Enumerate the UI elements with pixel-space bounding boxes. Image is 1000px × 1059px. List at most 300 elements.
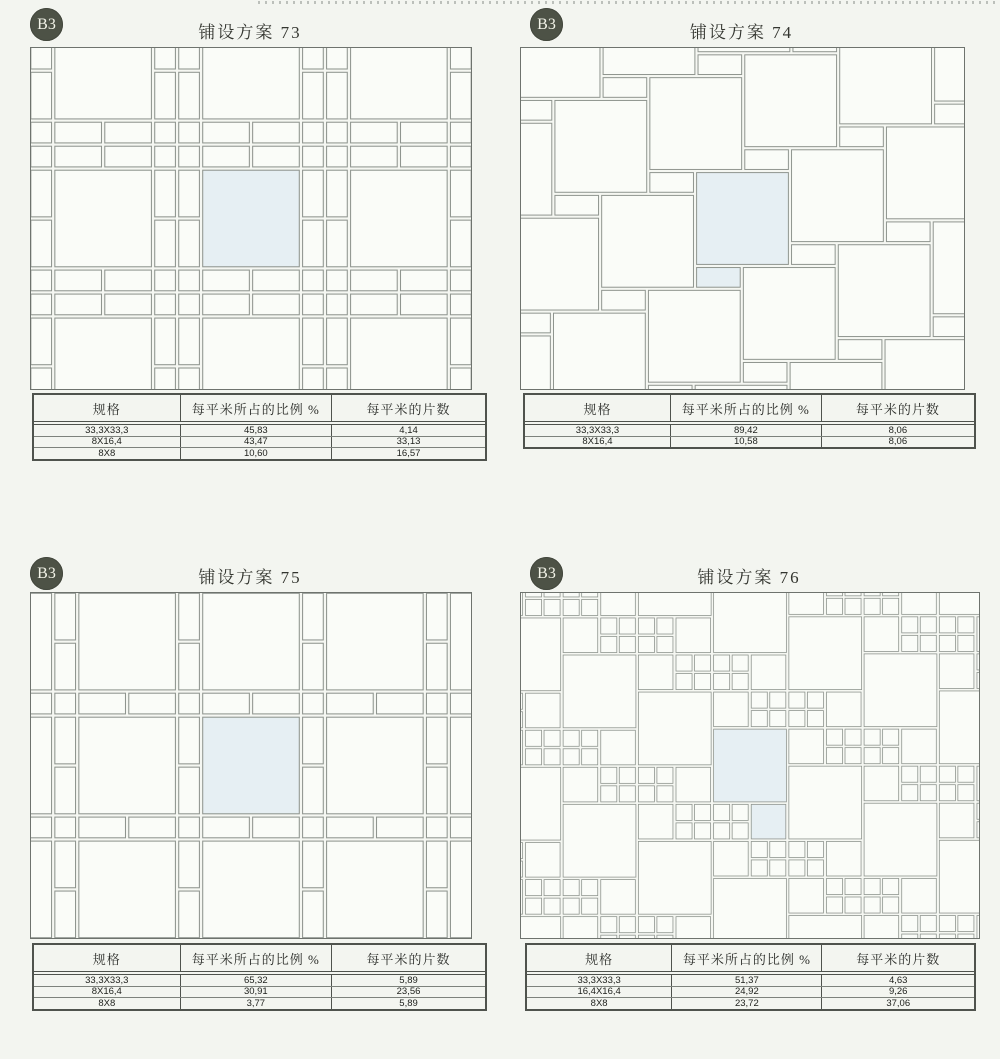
tile-small-square: [883, 598, 899, 614]
table-cell: 24,92: [672, 987, 822, 998]
tile-large-square: [789, 916, 862, 938]
tile-small-square: [638, 935, 654, 938]
tile-large-square: [939, 593, 979, 614]
tile-small-square: [864, 748, 880, 764]
table-cell: 65,32: [181, 975, 333, 986]
tile-small-square: [902, 916, 918, 932]
tile-small-square: [55, 693, 76, 714]
tile-small-square: [601, 917, 617, 933]
tile-rectangle: [155, 368, 176, 389]
tile-small-square: [845, 748, 861, 764]
table-row: [525, 436, 974, 448]
tile-rectangle: [327, 72, 348, 119]
tile-small-square: [521, 861, 522, 877]
tile-rectangle: [31, 368, 52, 389]
tile-small-square: [31, 294, 52, 315]
tile-pattern-svg: [521, 48, 964, 389]
tile-small-square: [939, 766, 955, 782]
tile-large-square: [638, 841, 711, 914]
tile-rectangle: [203, 270, 250, 291]
tile-rectangle: [55, 891, 76, 938]
tile-rectangle: [303, 717, 324, 764]
table-header-cell: 规格: [34, 395, 181, 421]
tile-medium-square: [638, 655, 673, 690]
tile-small-square: [939, 617, 955, 633]
table-cell: 33,3X33,3: [527, 975, 672, 986]
tile-small-square: [695, 674, 711, 690]
tile-large-square: [698, 48, 790, 52]
tile-small-square: [601, 618, 617, 634]
tile-small-square: [939, 934, 955, 938]
table-body: [34, 974, 485, 1009]
tile-large-square: [31, 593, 52, 690]
tile-small-square: [958, 617, 974, 633]
tile-rectangle: [129, 693, 176, 714]
tile-rectangle: [179, 593, 200, 640]
tile-medium-square: [601, 880, 636, 915]
tile-small-square: [920, 635, 936, 651]
tile-medium-square: [521, 880, 522, 915]
tile-small-square: [582, 730, 598, 746]
tile-small-square: [864, 598, 880, 614]
tile-large-square: [327, 593, 424, 690]
tile-large-square: [450, 841, 471, 938]
tile-small-square: [582, 880, 598, 896]
tile-small-square: [657, 636, 673, 652]
tile-rectangle: [840, 127, 884, 147]
tile-small-square: [751, 711, 767, 727]
tile-rectangle: [179, 767, 200, 814]
table-row: [34, 447, 485, 459]
tile-rectangle: [155, 170, 176, 217]
tile-small-square: [582, 898, 598, 914]
tile-large-square: [203, 717, 300, 814]
tile-small-square: [582, 599, 598, 615]
tile-large-square: [521, 123, 552, 215]
tile-medium-square: [676, 767, 711, 802]
tile-large-square: [838, 245, 930, 337]
tile-small-square: [638, 636, 654, 652]
tile-rectangle: [351, 270, 398, 291]
table-header-cell: 规格: [525, 395, 671, 421]
tile-small-square: [789, 711, 805, 727]
tile-rectangle: [450, 170, 471, 217]
table-header-row: [527, 945, 974, 972]
table-row: [527, 986, 974, 998]
tile-large-square: [521, 917, 561, 938]
tile-large-square: [521, 618, 561, 691]
tile-small-square: [450, 270, 471, 291]
tile-rectangle: [933, 317, 964, 337]
tile-small-square: [770, 860, 786, 876]
tile-small-square: [770, 841, 786, 857]
tile-rectangle: [303, 170, 324, 217]
table-cell: 16,4X16,4: [527, 987, 672, 998]
tile-small-square: [807, 841, 823, 857]
tile-small-square: [563, 898, 579, 914]
tile-rectangle: [55, 146, 102, 167]
tile-small-square: [807, 860, 823, 876]
table-header-cell: 每平米的片数: [366, 401, 451, 417]
table-cell: 33,3X33,3: [34, 975, 181, 986]
table-cell: 8X16,4: [34, 987, 181, 998]
tile-rectangle: [650, 173, 694, 193]
table-cell: 33,3X33,3: [34, 425, 181, 436]
tile-large-square: [650, 78, 742, 170]
tile-rectangle: [203, 817, 250, 838]
tile-small-square: [920, 785, 936, 801]
tile-small-square: [55, 817, 76, 838]
tile-rectangle: [521, 313, 550, 333]
tile-small-square: [179, 294, 200, 315]
tile-rectangle: [253, 817, 300, 838]
tile-large-square: [203, 593, 300, 690]
tile-large-square: [521, 48, 600, 97]
tile-rectangle: [303, 318, 324, 365]
tile-small-square: [977, 672, 979, 688]
tile-rectangle: [745, 150, 789, 170]
tile-rectangle: [327, 817, 374, 838]
tile-small-square: [958, 934, 974, 938]
tile-small-square: [732, 804, 748, 820]
tile-medium-square: [789, 729, 824, 764]
tile-large-square: [521, 336, 550, 389]
tile-rectangle: [31, 693, 52, 714]
tile-small-square: [864, 593, 880, 596]
tile-small-square: [563, 599, 579, 615]
tile-pattern-diagram-75: [30, 592, 472, 939]
tile-medium-square: [751, 655, 786, 690]
tile-rectangle: [303, 593, 324, 640]
tile-small-square: [902, 785, 918, 801]
table-row: [527, 975, 974, 986]
tile-rectangle: [55, 270, 102, 291]
panel-title-75: 铺设方案 75: [198, 568, 302, 587]
table-body: [34, 424, 485, 459]
tile-medium-square: [563, 917, 598, 938]
table-body: [527, 974, 974, 1009]
table-row: [34, 986, 485, 998]
tile-rectangle: [603, 78, 647, 98]
tile-large-square: [203, 841, 300, 938]
tile-large-square: [933, 222, 964, 314]
table-cell: 3,77: [181, 998, 333, 1009]
tile-small-square: [714, 804, 730, 820]
tile-small-square: [303, 693, 324, 714]
tile-medium-square: [826, 841, 861, 876]
tile-large-square: [638, 692, 711, 765]
tile-medium-square: [864, 617, 899, 652]
tile-large-square: [864, 654, 937, 727]
tile-small-square: [826, 748, 842, 764]
tile-medium-square: [826, 692, 861, 727]
tile-rectangle: [129, 817, 176, 838]
tile-small-square: [770, 692, 786, 708]
tile-small-square: [619, 767, 635, 783]
tile-small-square: [327, 146, 348, 167]
tile-rectangle: [426, 767, 447, 814]
tile-large-square: [939, 840, 979, 913]
tile-rectangle: [55, 767, 76, 814]
tile-rectangle: [179, 717, 200, 764]
tile-small-square: [807, 711, 823, 727]
tile-small-square: [31, 122, 52, 143]
tile-large-square: [555, 100, 647, 192]
tile-small-square: [920, 766, 936, 782]
tile-medium-square: [521, 593, 522, 615]
table-header-cell: 每平米的片数: [366, 951, 451, 967]
tile-small-square: [303, 270, 324, 291]
tile-rectangle: [179, 841, 200, 888]
tile-large-square: [521, 218, 599, 310]
tile-small-square: [657, 618, 673, 634]
tile-small-square: [714, 655, 730, 671]
tile-medium-square: [714, 841, 749, 876]
tile-rectangle: [203, 146, 250, 167]
tile-large-square: [745, 55, 837, 147]
tile-small-square: [601, 935, 617, 938]
tile-small-square: [657, 917, 673, 933]
tile-large-square: [521, 767, 561, 840]
cropped-top-text-fragments: [258, 1, 998, 4]
tile-small-square: [563, 880, 579, 896]
tile-small-square: [902, 934, 918, 938]
tile-rectangle: [327, 170, 348, 217]
tile-medium-square: [864, 766, 899, 801]
tile-small-square: [303, 146, 324, 167]
table-row: [34, 436, 485, 448]
tile-small-square: [426, 817, 447, 838]
tile-medium-square: [638, 804, 673, 839]
tile-medium-square: [902, 878, 937, 913]
tile-small-square: [563, 593, 579, 597]
tile-rectangle: [303, 72, 324, 119]
tile-large-square: [697, 173, 789, 265]
tile-small-square: [619, 935, 635, 938]
tile-rectangle: [401, 294, 448, 315]
tile-small-square: [526, 898, 542, 914]
tile-medium-square: [676, 917, 711, 938]
tile-small-square: [789, 860, 805, 876]
tile-large-square: [79, 717, 176, 814]
tile-rectangle: [935, 104, 964, 124]
tile-small-square: [526, 599, 542, 615]
tile-medium-square: [789, 593, 824, 614]
tile-small-square: [902, 635, 918, 651]
table-cell: 23,56: [396, 986, 421, 997]
tile-large-square: [79, 841, 176, 938]
tile-small-square: [920, 916, 936, 932]
tile-small-square: [619, 618, 635, 634]
tile-medium-square: [526, 693, 561, 728]
tile-rectangle: [155, 72, 176, 119]
tile-rectangle: [179, 643, 200, 690]
table-header-cell: 每平米的片数: [855, 401, 940, 417]
table-header-cell: 每平米所占的比例 %: [181, 395, 333, 421]
panel-title-76: 铺设方案 76: [697, 568, 801, 587]
tile-pattern-svg: [31, 48, 471, 389]
tile-small-square: [327, 122, 348, 143]
tile-small-square: [657, 935, 673, 938]
tile-small-square: [450, 146, 471, 167]
spec-table-74: [523, 393, 976, 449]
tile-large-square: [203, 170, 300, 267]
tile-small-square: [526, 730, 542, 746]
panel-title-74: 铺设方案 74: [689, 23, 794, 42]
tile-small-square: [526, 880, 542, 896]
tile-large-square: [203, 48, 300, 119]
tile-small-square: [958, 785, 974, 801]
tile-rectangle: [105, 146, 152, 167]
tile-small-square: [179, 146, 200, 167]
tile-medium-square: [977, 617, 979, 652]
tile-small-square: [939, 635, 955, 651]
tile-large-square: [714, 593, 787, 653]
tile-large-square: [351, 318, 448, 389]
tile-large-square: [351, 170, 448, 267]
tile-small-square: [958, 635, 974, 651]
tile-large-square: [203, 318, 300, 389]
tile-small-square: [864, 729, 880, 745]
tile-small-square: [732, 655, 748, 671]
tile-large-square: [864, 803, 937, 876]
badge-b3: B3: [530, 8, 563, 41]
tile-rectangle: [327, 48, 348, 69]
table-header-row: [34, 395, 485, 422]
tile-large-square: [55, 318, 152, 389]
table-cell: 16,57: [396, 448, 421, 459]
tile-small-square: [563, 749, 579, 765]
tile-large-square: [886, 127, 964, 219]
tile-small-square: [155, 146, 176, 167]
tile-large-square: [790, 362, 882, 389]
tile-medium-square: [789, 878, 824, 913]
tile-rectangle: [179, 48, 200, 69]
tile-large-square: [563, 655, 636, 728]
table-cell: 8X16,4: [525, 437, 671, 448]
tile-small-square: [601, 767, 617, 783]
tile-rectangle: [105, 270, 152, 291]
tile-small-square: [920, 617, 936, 633]
tile-small-square: [977, 654, 979, 670]
table-cell: 5,89: [399, 998, 418, 1009]
tile-medium-square: [676, 618, 711, 653]
tile-rectangle: [838, 340, 882, 360]
tile-medium-square: [714, 692, 749, 727]
tile-small-square: [155, 294, 176, 315]
tile-rectangle: [351, 294, 398, 315]
tile-small-square: [544, 730, 560, 746]
tile-small-square: [582, 749, 598, 765]
tile-small-square: [179, 693, 200, 714]
tile-large-square: [789, 766, 862, 839]
tile-small-square: [883, 748, 899, 764]
tile-rectangle: [203, 294, 250, 315]
tile-small-square: [826, 729, 842, 745]
tile-small-square: [521, 843, 522, 859]
tile-small-square: [526, 593, 542, 597]
tile-small-square: [977, 822, 979, 838]
table-cell: 30,91: [181, 987, 333, 998]
table-cell: 8,06: [888, 436, 908, 447]
tile-large-square: [55, 48, 152, 119]
tile-medium-square: [939, 803, 974, 838]
tile-small-square: [958, 766, 974, 782]
tile-large-square: [603, 48, 695, 75]
tile-large-square: [450, 717, 471, 814]
tile-large-square: [939, 691, 979, 764]
tile-rectangle: [179, 220, 200, 267]
tile-rectangle: [521, 100, 552, 120]
tile-rectangle: [698, 55, 742, 75]
tile-small-square: [714, 674, 730, 690]
tile-large-square: [351, 48, 448, 119]
tile-small-square: [544, 599, 560, 615]
table-cell: 4,63: [888, 975, 908, 986]
tile-rectangle: [31, 220, 52, 267]
tile-rectangle: [426, 841, 447, 888]
tile-large-square: [450, 593, 471, 690]
tile-small-square: [789, 841, 805, 857]
tile-rectangle: [886, 222, 930, 242]
tile-rectangle: [426, 593, 447, 640]
table-header-row: [34, 945, 485, 972]
tile-pattern-diagram-73: [30, 47, 472, 390]
tile-small-square: [544, 880, 560, 896]
tile-rectangle: [179, 368, 200, 389]
tile-small-square: [751, 860, 767, 876]
badge-b3: B3: [530, 557, 563, 590]
tile-large-square: [789, 617, 862, 690]
tile-small-square: [638, 767, 654, 783]
tile-rectangle: [401, 146, 448, 167]
tile-medium-square: [902, 593, 937, 614]
table-cell: 33,3X33,3: [525, 425, 671, 436]
table-header-cell: 规格: [34, 945, 181, 971]
tile-rectangle: [55, 294, 102, 315]
tile-large-square: [327, 717, 424, 814]
table-cell: 8X16,4: [34, 437, 181, 448]
tile-small-square: [657, 786, 673, 802]
tile-rectangle: [327, 693, 374, 714]
table-body: [525, 424, 974, 447]
tile-small-square: [521, 693, 522, 709]
tile-small-square: [845, 729, 861, 745]
tile-small-square: [638, 917, 654, 933]
tile-medium-square: [939, 654, 974, 689]
tile-large-square: [935, 48, 964, 101]
tile-small-square: [179, 817, 200, 838]
tile-rectangle: [31, 170, 52, 217]
tile-rectangle: [79, 817, 126, 838]
tile-small-square: [638, 618, 654, 634]
tile-rectangle: [203, 122, 250, 143]
table-cell: 10,58: [671, 437, 822, 448]
tile-rectangle: [327, 318, 348, 365]
tile-small-square: [676, 804, 692, 820]
tile-rectangle: [55, 122, 102, 143]
tile-small-square: [426, 693, 447, 714]
tile-rectangle: [303, 767, 324, 814]
tile-large-square: [327, 841, 424, 938]
tile-rectangle: [450, 817, 471, 838]
tile-rectangle: [179, 891, 200, 938]
tile-small-square: [31, 270, 52, 291]
spec-table-75: [32, 943, 487, 1011]
tile-small-square: [450, 294, 471, 315]
tile-pattern-svg: [521, 593, 979, 938]
table-row: [34, 425, 485, 436]
